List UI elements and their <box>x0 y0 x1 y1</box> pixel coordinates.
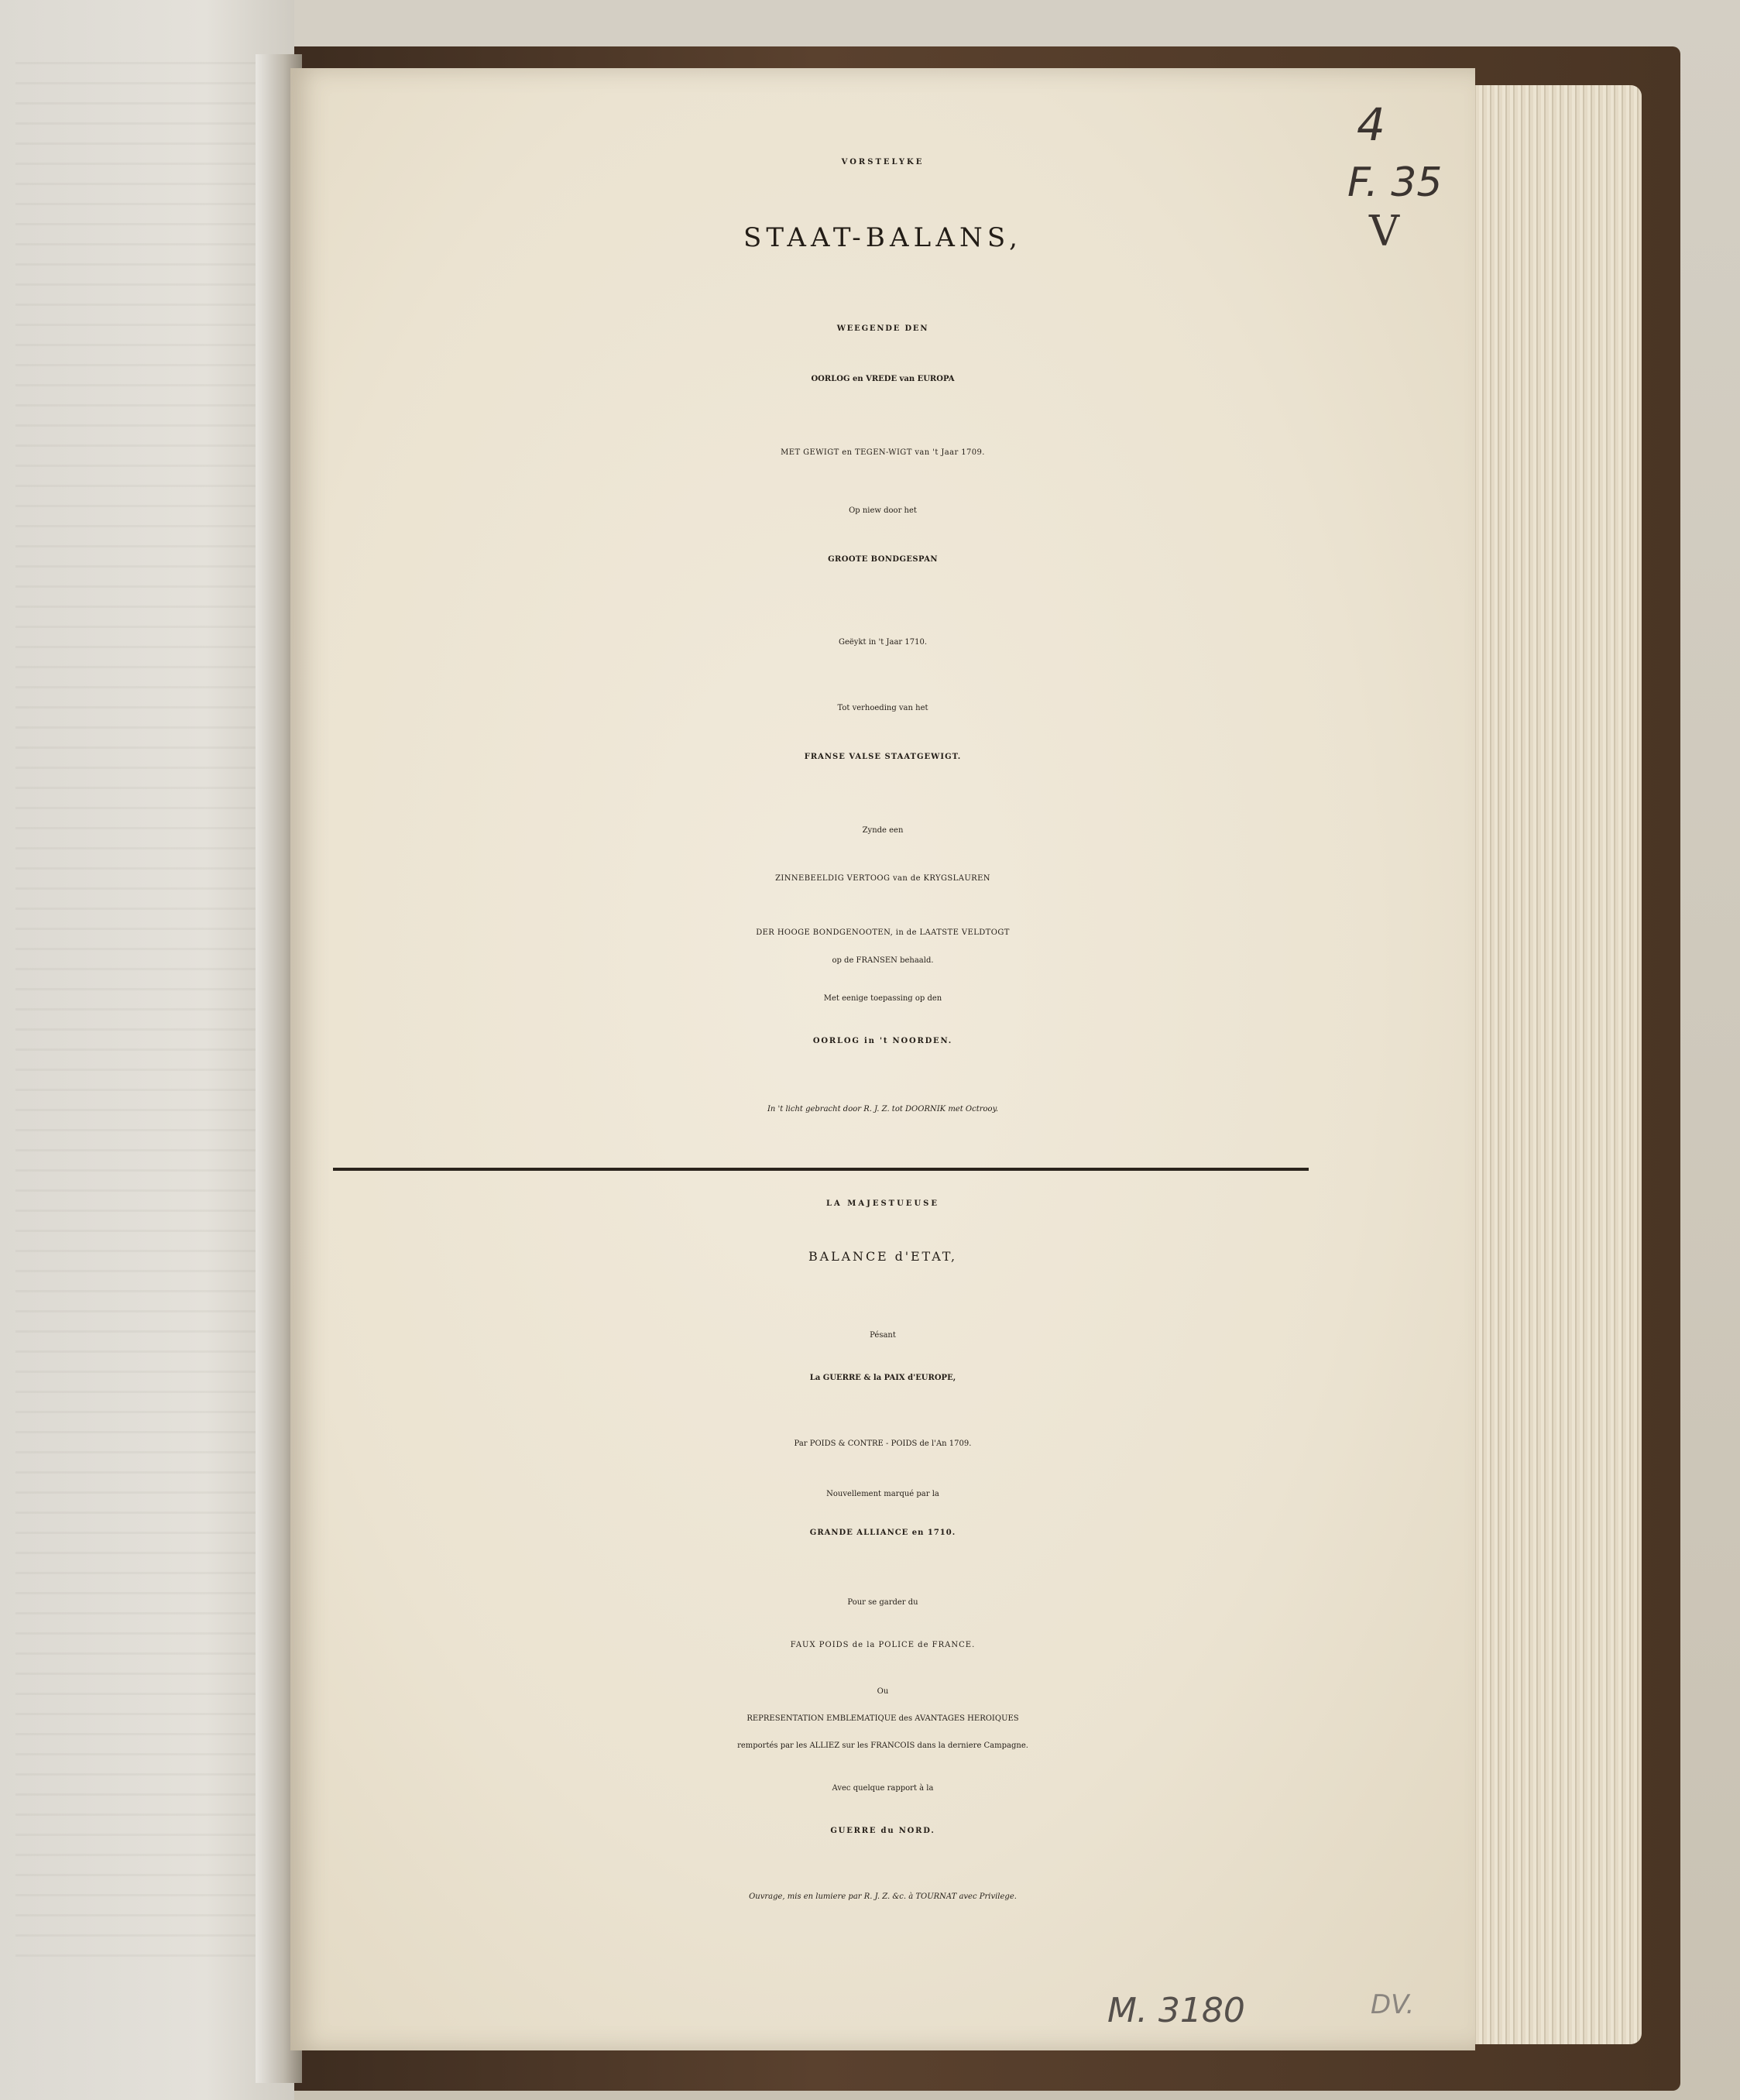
french-line-7: GRANDE ALLIANCE en 1710. <box>809 1529 956 1537</box>
shelfmark-3: V <box>1369 207 1399 256</box>
dutch-line-12: ZINNEBEELDIG VERTOOG van de KRYGSLAUREN <box>775 874 990 883</box>
french-line-9: FAUX POIDS de la POLICE de FRANCE. <box>790 1641 976 1649</box>
dutch-line-13: DER HOOGE BONDGENOOTEN, in de LAATSTE VELDTOGT <box>756 928 1010 937</box>
french-line-3: Pésant <box>870 1331 896 1340</box>
page-edges <box>1464 85 1642 2044</box>
dutch-imprint: In 't licht gebracht door R. J. Z. tot DOORNIK met Octrooy. <box>767 1105 999 1113</box>
dutch-line-9: Tot verhoeding van het <box>837 704 928 712</box>
shelfmark-1: 4 <box>1357 98 1385 151</box>
french-line-13: Avec quelque rapport à la <box>832 1784 934 1793</box>
dutch-line-4: OORLOG en VREDE van EUROPA <box>811 375 955 383</box>
left-page <box>0 0 294 2100</box>
dutch-line-15: Met eenige toepassing op den <box>823 994 942 1003</box>
french-line-4: La GUERRE & la PAIX d'EUROPE, <box>809 1374 956 1382</box>
french-line-8: Pour se garder du <box>847 1598 918 1607</box>
dutch-line-5: MET GEWIGT en TEGEN-WIGT van 't Jaar 1709. <box>781 448 985 457</box>
french-line-10: Ou <box>877 1687 889 1696</box>
french-line-12: remportés par les ALLIEZ sur les FRANCOIS dans la derniere Campagne. <box>737 1741 1028 1750</box>
initials-mark: DV. <box>1371 1989 1415 2020</box>
french-line-14: GUERRE du NORD. <box>830 1827 935 1835</box>
dutch-line-3: WEEGENDE DEN <box>836 324 929 333</box>
dutch-line-6: Op niew door het <box>849 506 917 515</box>
dutch-title: STAAT-BALANS, <box>743 222 1022 253</box>
french-line-6: Nouvellement marqué par la <box>826 1490 939 1498</box>
dutch-line-14: op de FRANSEN behaald. <box>832 956 934 965</box>
dutch-line-7: GROOTE BONDGESPAN <box>828 555 938 564</box>
dutch-line-1: VORSTELYKE <box>841 158 925 166</box>
french-line-11: REPRESENTATION EMBLEMATIQUE des AVANTAGES HEROIQUES <box>746 1714 1019 1723</box>
french-line-5: Par POIDS & CONTRE - POIDS de l'An 1709. <box>794 1439 972 1448</box>
french-title: BALANCE d'ETAT, <box>808 1249 957 1264</box>
inventory-number: M. 3180 <box>1107 1991 1245 2030</box>
dutch-line-8: Geëykt in 't Jaar 1710. <box>838 638 927 647</box>
french-line-1: LA MAJESTUEUSE <box>825 1199 940 1208</box>
dutch-line-16: OORLOG in 't NOORDEN. <box>812 1037 953 1045</box>
french-imprint: Ouvrage, mis en lumiere par R. J. Z. &c. à TOURNAT avec Privilege. <box>749 1892 1017 1901</box>
dutch-line-10: FRANSE VALSE STAATGEWIGT. <box>804 753 962 761</box>
left-page-bleed-through <box>15 62 263 1959</box>
dutch-line-11: Zynde een <box>862 826 904 835</box>
section-divider <box>333 1168 1309 1171</box>
shelfmark-2: F. 35 <box>1347 160 1443 206</box>
title-page <box>290 68 1475 2050</box>
